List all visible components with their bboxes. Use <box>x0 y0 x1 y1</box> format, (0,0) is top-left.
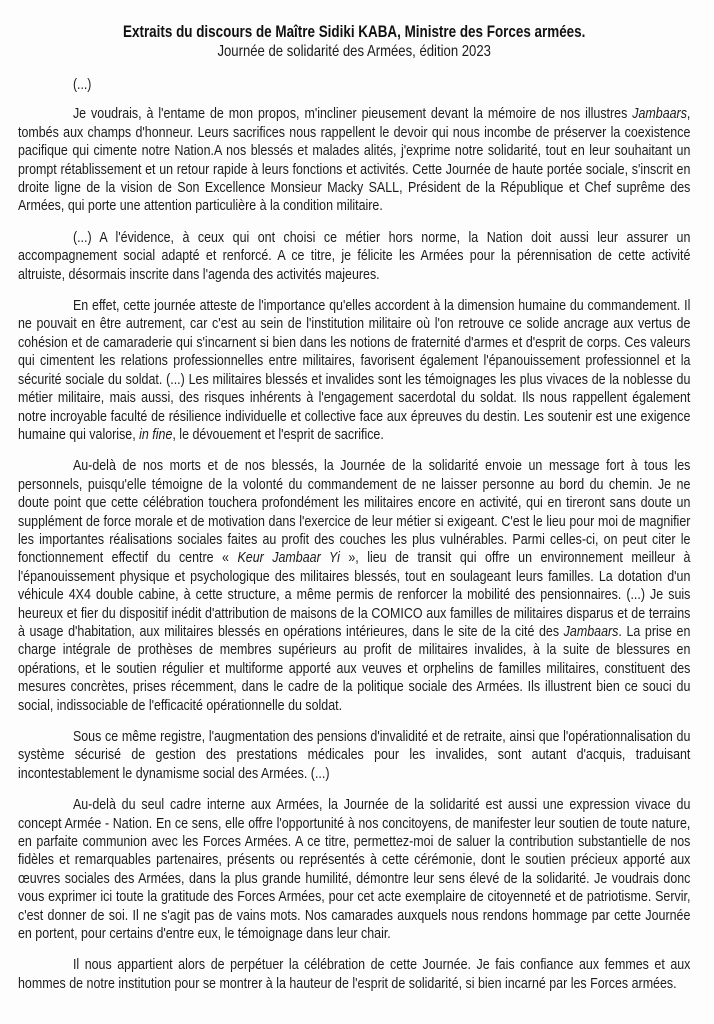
paragraph-text: Au-delà de nos morts et de nos blessés, la Journée de la solidarité envoie un message fort à tous les personnels, puisqu'elle témoigne de la volonté du commandement de ne laisser personne au bord du chemin. Je ne doute point que cette célébration touchera profondément les militaires encore en activité, qui en tireront sans doute un supplément de force morale et de motivation dans l'exercice de leur métier si exigeant. C'est le lieu pour moi de magnifier les importantes réalisations sociales faites au profit des couches les plus vulnérables. Parmi celles-ci, on peut citer le fonctionnement effectif du centre « <box>18 457 691 567</box>
paragraph-text: . La prise en charge intégrale de prothèses de membres supérieurs au profit de militaires invalides, à la suite de blessures en opérations, et le soutien régulier et multiforme apporté aux veuves et orphelins de familles militaires, constituent des mesures concrètes, prises récemment, dans le cadre de la politique sociale des Armées. Ils illustrent bien ce souci du social, indissociable de l'efficacité opérationnelle du soldat. <box>18 622 691 714</box>
paragraph-text: , le dévouement et l'esprit de sacrifice. <box>172 425 384 443</box>
opening-ellipsis: (...) <box>72 76 92 93</box>
italic-term: in fine <box>139 425 173 443</box>
italic-term: Keur Jambaar Yi <box>237 549 340 567</box>
paragraph-text: », lieu de transit qui offre un environnement meilleur à l'épanouissement physique et psychologique des militaires blessés, tout en soulageant leurs familles. La dotation d'un véhicule 4X4 double cabine, à cette structure, a même permis de renforcer la mobilité des pensionnaires. (...) Je suis heureux et fier du dispositif inédit d'attribution de maisons de la COMICO aux familles de militaires disparus et de terrains à usage d'habitation, aux militaires blessés en opérations intérieures, dans le site de la cité des <box>18 549 691 640</box>
paragraph-text: En effet, cette journée atteste de l'importance qu'elles accordent à la dimension humaine du commandement. Il ne pouvait en être autrement, car c'est au sein de l'institution militaire où l'on retrouve ce solide ancrage aux vertus de cohésion et de camaraderie qui s'incarnent si bien dans les notions de fraternité d'armes et d'esprit de corps. Ces valeurs qui cimentent les relations professionnelles entre militaires, favorisent également l'épanouissement professionnel et la sécurité sociale du soldat. (...) Les militaires blessés et invalides sont les témoignages les plus vivaces de la noblesse du métier militaire, mais aussi, des risques inhérents à l'engagement sacerdotal du soldat. Ils nous rappellent également notre incroyable faculté de résilience individuelle et collective face aux épreuves du destin. Les soutenir est une exigence humaine qui valorise, <box>18 297 691 443</box>
paragraph-text: Je voudrais, à l'entame de mon propos, m'incliner pieusement devant la mémoire de nos illustres <box>72 105 633 123</box>
paragraph-text: , tombés aux champs d'honneur. Leurs sacrifices nous rappellent le devoir qui nous incombe de préserver la coexistence pacifique qui cimente notre Nation.A nos blessés et malades alités, j'exprime notre solidarité, tout en leur souhaitant un prompt rétablissement et un retour rapide à leurs fonctions et activités. Cette Journée de haute portée sociale, s'inscrit en droite ligne de la vision de Son Excellence Monsieur Macky SALL, Président de la République et Chef suprême des Armées, qui porte une attention particulière à la condition militaire. <box>18 105 691 215</box>
document-subtitle: Journée de solidarité des Armées, édition 2023 <box>217 43 491 60</box>
paragraph-5: Sous ce même registre, l'augmentation des pensions d'invalidité et de retraite, ainsi que l'opérationnalisation du système sécurisé de gestion des prestations médicales pour les invalides, sont autant d'acquis, traduisant incontestablement le dynamisme social des Armées. (...) <box>18 728 691 782</box>
paragraph-3 <box>18 297 690 444</box>
paragraph-6: Au-delà du seul cadre interne aux Armées, la Journée de la solidarité est aussi une expression vivace du concept Armée - Nation. En ce sens, elle offre l'opportunité à nos concitoyens, de manifester leur soutien de toute nature, en parfaite communion avec les Forces Armées. A ce titre, permettez-moi de saluer la contribution substantielle de nos fidèles et remarquables partenaires, présents ou représentés à cette cérémonie, dont le soutien précieux apporté aux œuvres sociales des Armées, dans la plus grande humilité, démontre leur sens élevé de la solidarité. Je voudrais donc vous exprimer ici toute la gratitude des Forces Armées, pour cet acte exemplaire de citoyenneté et de patriotisme. Servir, c'est donner de soi. Il ne s'agit pas de vains mots. Nos camarades auxquels nous rendons hommage par cette Journée en portent, pour certains d'entre eux, le témoignage dans leur chair. <box>18 796 691 943</box>
italic-term: Jambaars <box>632 105 687 123</box>
paragraph-1 <box>18 105 690 215</box>
italic-term: Jambaars <box>563 622 619 640</box>
document-body <box>18 0 690 993</box>
paragraph-2: (...) A l'évidence, à ceux qui ont choisi ce métier hors norme, la Nation doit aussi leur assurer un accompagnement social adapté et renforcé. A ce titre, je félicite les Armées pour la pérennisation de cette activité altruiste, désormais inscrite dans l'agenda des activités majeures. <box>18 228 691 283</box>
paragraph-4 <box>18 457 690 715</box>
paragraph-7: Il nous appartient alors de perpétuer la célébration de cette Journée. Je fais confiance aux femmes et aux hommes de notre institution pour se montrer à la hauteur de l'esprit de solidarité, si bien incarné par les Forces armées. <box>18 956 691 992</box>
document-title: Extraits du discours de Maître Sidiki KABA, Ministre des Forces armées. <box>123 23 586 41</box>
